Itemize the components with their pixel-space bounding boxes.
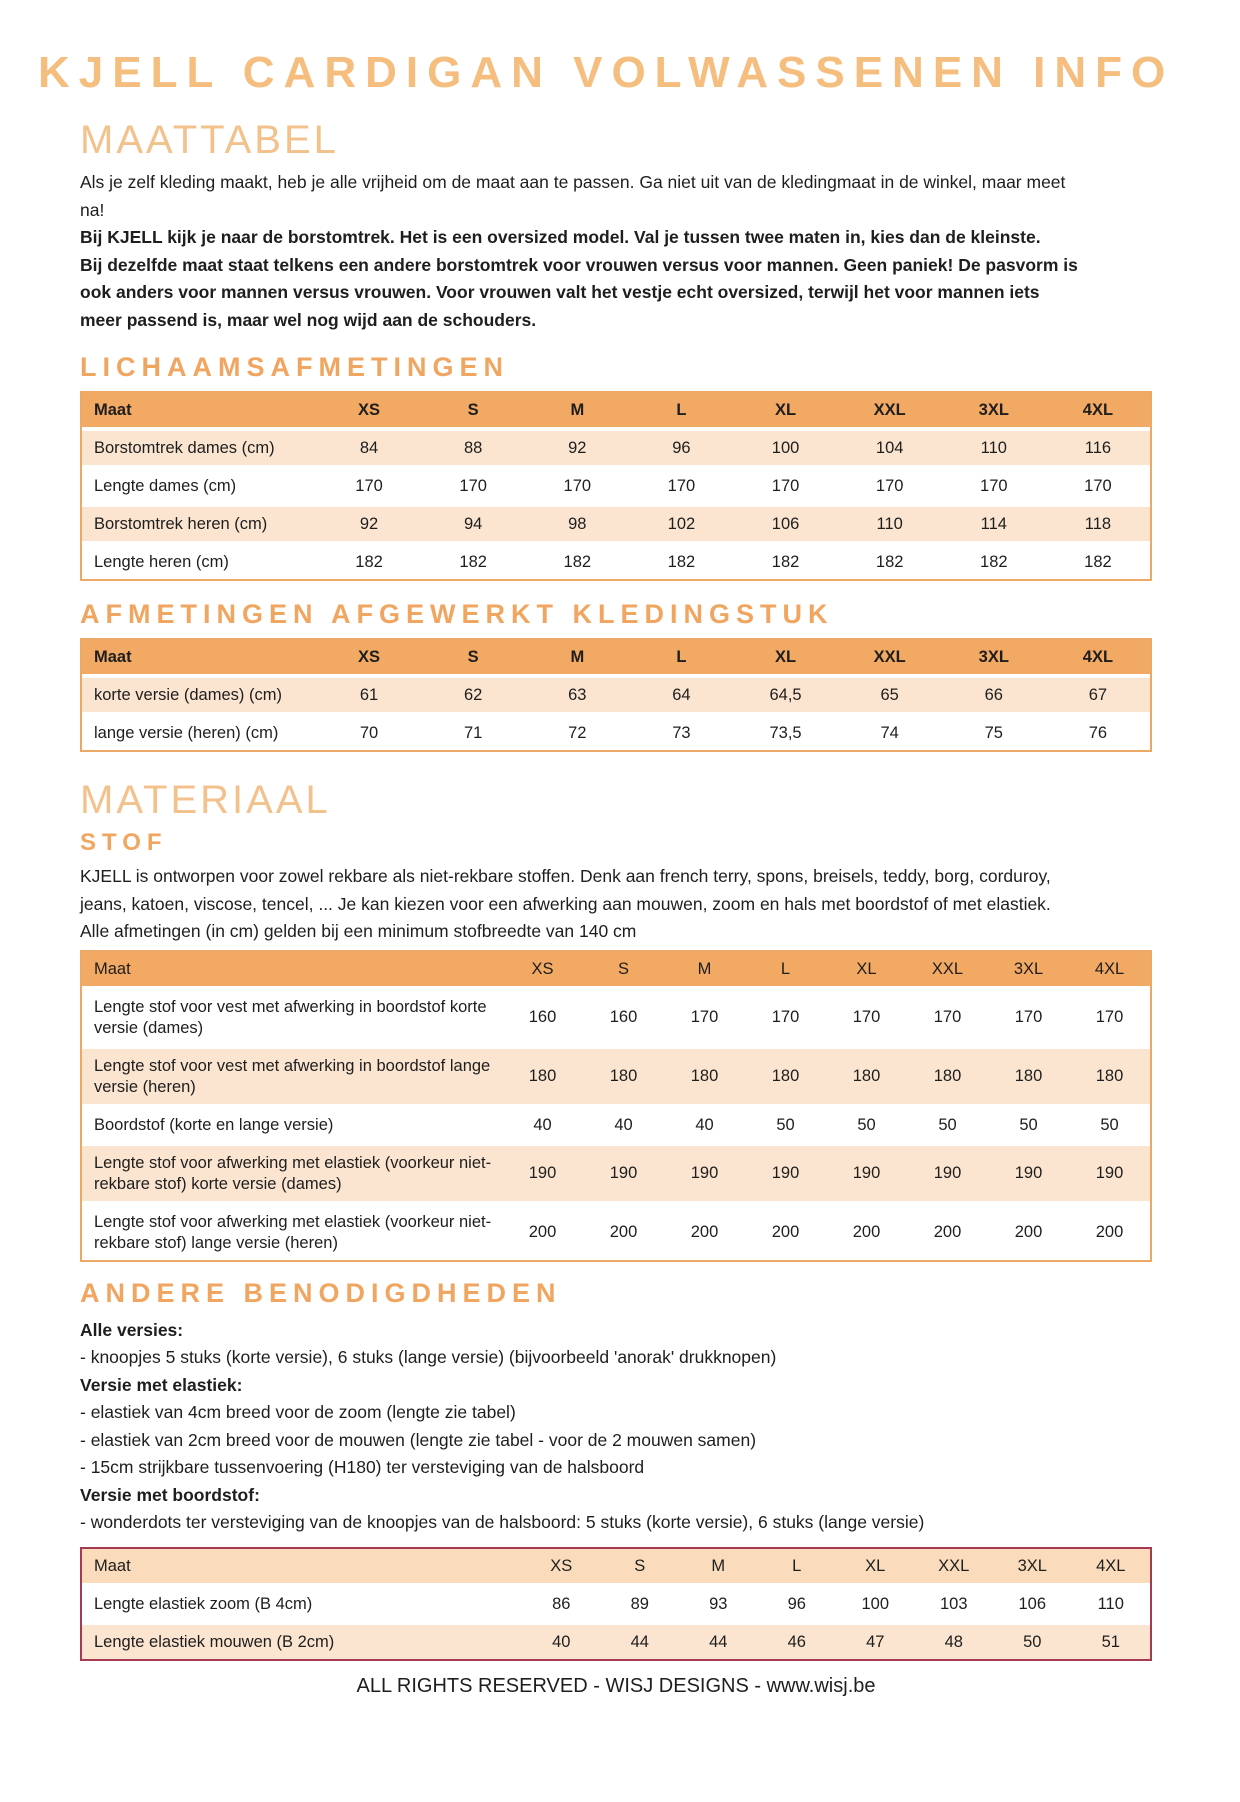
column-header-size: XS [358,648,381,666]
text-line: - elastiek van 4cm breed voor de zoom (lengte zie tabel) [80,1402,516,1422]
cell-value: 182 [459,553,487,571]
cell-value: 114 [980,515,1007,533]
cell-value: 106 [771,515,800,533]
column-header-size: XXL [931,959,964,978]
cell-value: 182 [1084,553,1112,571]
cell-value: 200 [1095,1223,1124,1241]
column-header-size: L [676,648,687,666]
table-row [82,674,1150,712]
column-header-size: 4XL [1082,401,1114,419]
column-header-size: L [792,1556,802,1575]
supplies-list [80,1317,1152,1537]
cell-value: 170 [1014,1008,1043,1026]
cell-value: 118 [1084,515,1112,533]
cell-value: 190 [690,1164,719,1182]
text-line: - 15cm strijkbare tussenvoering (H180) ter versteviging van de halsboord [80,1457,645,1477]
column-header-size: 4XL [1096,1556,1126,1575]
cell-value: 96 [787,1594,806,1613]
column-header-size: XS [550,1556,573,1575]
maattabel-intro [80,169,1152,334]
cell-value: 170 [852,1008,881,1026]
cell-value: 190 [528,1164,557,1182]
cell-value: 40 [552,1632,571,1651]
cell-value: 67 [1088,686,1108,704]
table-row [82,427,1150,465]
text-line: - wonderdots ter versteviging van de knoopjes van de halsboord: 5 stuks (korte versie), 6 stuks (lange versie) [80,1512,925,1532]
cell-value: 73,5 [769,724,802,742]
cell-value: 61 [359,686,379,704]
row-label: Lengte dames (cm) [94,477,237,495]
table-row [82,712,1150,750]
column-header-size: XL [856,959,877,978]
table-header-row [82,393,1150,427]
cell-value: 190 [1095,1164,1124,1182]
column-header-size: 3XL [1013,959,1044,978]
text-line: - knoopjes 5 stuks (korte versie), 6 stuks (lange versie) (bijvoorbeeld 'anorak' drukknopen) [80,1347,777,1367]
cell-value: 200 [609,1223,638,1241]
row-label: Lengte stof voor afwerking met elastiek (voorkeur niet-rekbare stof) korte versie (dames) [94,1153,492,1193]
cell-value: 50 [938,1115,957,1134]
column-header-size: XXL [873,648,906,666]
text-line: - elastiek van 2cm breed voor de mouwen (lengte zie tabel - voor de 2 mouwen samen) [80,1429,757,1450]
column-header-maat: Maat [94,648,132,666]
cell-value: 96 [672,439,691,457]
finished-garment-table [80,638,1152,752]
cell-value: 190 [609,1164,638,1182]
column-header-size: M [697,959,712,978]
cell-value: 40 [695,1115,714,1134]
cell-value: 180 [1095,1067,1124,1085]
row-label: Lengte elastiek mouwen (B 2cm) [94,1632,335,1651]
cell-value: 180 [1014,1067,1043,1085]
row-label: Lengte stof voor afwerking met elastiek (voorkeur niet-rekbare stof) lange versie (heren) [94,1212,492,1252]
cell-value: 200 [528,1223,557,1241]
column-header-size: M [570,401,585,419]
cell-value: 70 [359,724,379,742]
cell-value: 92 [568,439,587,457]
column-header-size: XXL [938,1556,970,1575]
column-header-size: S [467,648,479,666]
cell-value: 66 [984,686,1003,704]
cell-value: 200 [690,1223,719,1241]
cell-value: 170 [1095,1008,1124,1026]
cell-value: 47 [866,1632,885,1651]
column-header-size: XL [865,1556,886,1575]
cell-value: 86 [552,1594,571,1613]
cell-value: 170 [459,477,487,495]
cell-value: 170 [771,477,800,495]
table-row [82,1621,1150,1659]
column-header-size: L [780,959,791,978]
cell-value: 170 [875,477,904,495]
cell-value: 50 [857,1115,876,1134]
cell-value: 170 [980,477,1008,495]
table-row [82,1201,1150,1260]
text-line: Als je zelf kleding maakt, heb je alle vrijheid om de maat aan te passen. Ga niet uit van de kledingmaat in de winkel, maar meet na! [80,172,1066,220]
cell-value: 170 [563,477,592,495]
row-label: Borstomtrek heren (cm) [94,515,268,533]
text-line: Alle versies: [80,1319,184,1340]
cell-value: 180 [933,1067,962,1085]
cell-value: 64 [672,686,691,704]
cell-value: 74 [880,724,899,742]
cell-value: 44 [709,1632,728,1651]
stof-heading: STOF [80,829,168,856]
body-measurements-table [80,391,1152,581]
copyright-footer: ALL RIGHTS RESERVED - WISJ DESIGNS - www.wisj.be [356,1674,876,1697]
cell-value: 100 [771,439,800,457]
table-row [82,503,1150,541]
cell-value: 48 [944,1632,963,1651]
column-header-maat: Maat [94,959,131,978]
cell-value: 94 [464,515,483,533]
cell-value: 63 [568,686,587,704]
cell-value: 110 [980,439,1007,457]
cell-value: 160 [609,1008,638,1026]
cell-value: 110 [876,515,903,533]
cell-value: 200 [771,1223,800,1241]
row-label: Lengte stof voor vest met afwerking in boordstof lange versie (heren) [94,1056,491,1096]
cell-value: 170 [690,1008,719,1026]
cell-value: 50 [776,1115,795,1134]
column-header-size: 4XL [1094,959,1125,978]
cell-value: 104 [875,439,904,457]
cell-value: 190 [933,1164,962,1182]
cell-value: 98 [568,515,587,533]
cell-value: 182 [355,553,383,571]
cell-value: 170 [933,1008,962,1026]
table-row [82,465,1150,503]
text-line: Bij KJELL kijk je naar de borstomtrek. Het is een oversized model. Val je tussen twee maten in, kies dan de kleinste. [80,227,1041,247]
column-header-maat: Maat [94,401,132,419]
cell-value: 103 [939,1594,968,1613]
table-row [82,1045,1150,1104]
cell-value: 180 [528,1067,557,1085]
column-header-size: XL [775,401,797,419]
cell-value: 170 [771,1008,800,1026]
table-row [82,986,1150,1045]
column-header-size: 3XL [978,401,1009,419]
cell-value: 100 [861,1594,890,1613]
row-label: Lengte heren (cm) [94,553,229,571]
column-header-size: S [467,401,479,419]
cell-value: 64,5 [769,686,802,704]
cell-value: 182 [980,553,1008,571]
column-header-size: S [617,959,629,978]
cell-value: 190 [1014,1164,1043,1182]
cell-value: 71 [464,724,483,742]
document-page [0,48,1240,1698]
column-header-size: 3XL [978,648,1009,666]
column-header-size: S [634,1556,646,1575]
lichaamsafmetingen-heading: LICHAAMSAFMETINGEN [80,352,509,382]
table-row [82,541,1150,579]
cell-value: 182 [771,553,800,571]
text-line: Versie met boordstof: [80,1484,260,1505]
cell-value: 180 [852,1067,881,1085]
cell-value: 93 [709,1594,728,1613]
cell-value: 116 [1084,439,1112,457]
text-line: Versie met elastiek: [80,1374,243,1395]
cell-value: 190 [852,1164,881,1182]
cell-value: 200 [933,1223,962,1241]
column-header-size: XL [775,648,797,666]
stof-paragraph [80,863,1152,946]
cell-value: 180 [771,1067,800,1085]
materiaal-heading: MATERIAAL [80,778,331,822]
cell-value: 76 [1088,724,1108,742]
table-row [82,1583,1150,1621]
table-header-row [82,1549,1150,1583]
cell-value: 44 [630,1632,649,1651]
row-label: Borstomtrek dames (cm) [94,439,275,457]
cell-value: 62 [464,686,483,704]
cell-value: 75 [984,724,1003,742]
cell-value: 160 [528,1008,557,1026]
cell-value: 170 [1084,477,1112,495]
column-header-size: 4XL [1082,648,1114,666]
cell-value: 102 [667,515,696,533]
row-label: Lengte elastiek zoom (B 4cm) [94,1594,313,1613]
cell-value: 92 [359,515,379,533]
table-row [82,1142,1150,1201]
cell-value: 190 [771,1164,800,1182]
column-header-size: XXL [873,401,906,419]
column-header-size: M [570,648,585,666]
cell-value: 65 [880,686,899,704]
column-header-size: XS [531,959,554,978]
cell-value: 200 [852,1223,881,1241]
cell-value: 89 [630,1594,649,1613]
cell-value: 110 [1097,1594,1124,1613]
maattabel-heading: MAATTABEL [80,118,339,162]
cell-value: 72 [568,724,587,742]
cell-value: 46 [787,1632,806,1651]
text-line: Alle afmetingen (in cm) gelden bij een minimum stofbreedte van 140 cm [80,921,637,941]
cell-value: 50 [1100,1115,1119,1134]
cell-value: 182 [875,553,904,571]
text-line: Bij dezelfde maat staat telkens een andere borstomtrek voor vrouwen versus voor mannen. Geen paniek! De pasvorm is ook anders voor mannen versus vrouwen. Voor vrouwen valt het vestje echt oversized, terwijl het voor mannen iets meer passend is, maar wel nog wijd aan de schouders. [80,254,1078,330]
cell-value: 170 [667,477,696,495]
cell-value: 84 [359,439,379,457]
column-header-size: 3XL [1017,1556,1047,1575]
cell-value: 170 [355,477,383,495]
column-header-size: M [711,1556,726,1575]
column-header-size: L [676,401,687,419]
row-label: korte versie (dames) (cm) [94,686,282,704]
fabric-length-table [80,950,1152,1262]
row-label: Boordstof (korte en lange versie) [94,1115,334,1134]
cell-value: 50 [1023,1632,1042,1651]
table-row [82,1104,1150,1142]
text-line: KJELL is ontworpen voor zowel rekbare als niet-rekbare stoffen. Denk aan french terry, spons, breisels, teddy, borg, corduroy, jeans, katoen, viscose, tencel, ... Je kan kiezen voor een afwerking aan mouwen, zoom en hals met boordstof of met elastiek. [80,866,1051,914]
cell-value: 180 [609,1067,638,1085]
elastic-length-table [80,1547,1152,1661]
cell-value: 106 [1018,1594,1047,1613]
cell-value: 182 [667,553,696,571]
andere-benodigdheden-heading: ANDERE BENODIGDHEDEN [80,1277,562,1308]
cell-value: 88 [464,439,483,457]
row-label: lange versie (heren) (cm) [94,724,279,742]
column-header-maat: Maat [94,1556,131,1575]
cell-value: 50 [1019,1115,1038,1134]
cell-value: 40 [533,1115,552,1134]
cell-value: 200 [1014,1223,1043,1241]
cell-value: 182 [563,553,592,571]
table-header-row [82,952,1150,986]
cell-value: 51 [1101,1632,1120,1651]
afgewerkt-kledingstuk-heading: AFMETINGEN AFGEWERKT KLEDINGSTUK [80,599,834,629]
cell-value: 180 [690,1067,719,1085]
cell-value: 73 [672,724,691,742]
column-header-size: XS [358,401,381,419]
page-title: KJELL CARDIGAN VOLWASSENEN INFO [38,48,1175,97]
row-label: Lengte stof voor vest met afwerking in boordstof korte versie (dames) [94,997,487,1037]
cell-value: 40 [614,1115,633,1134]
table-header-row [82,640,1150,674]
